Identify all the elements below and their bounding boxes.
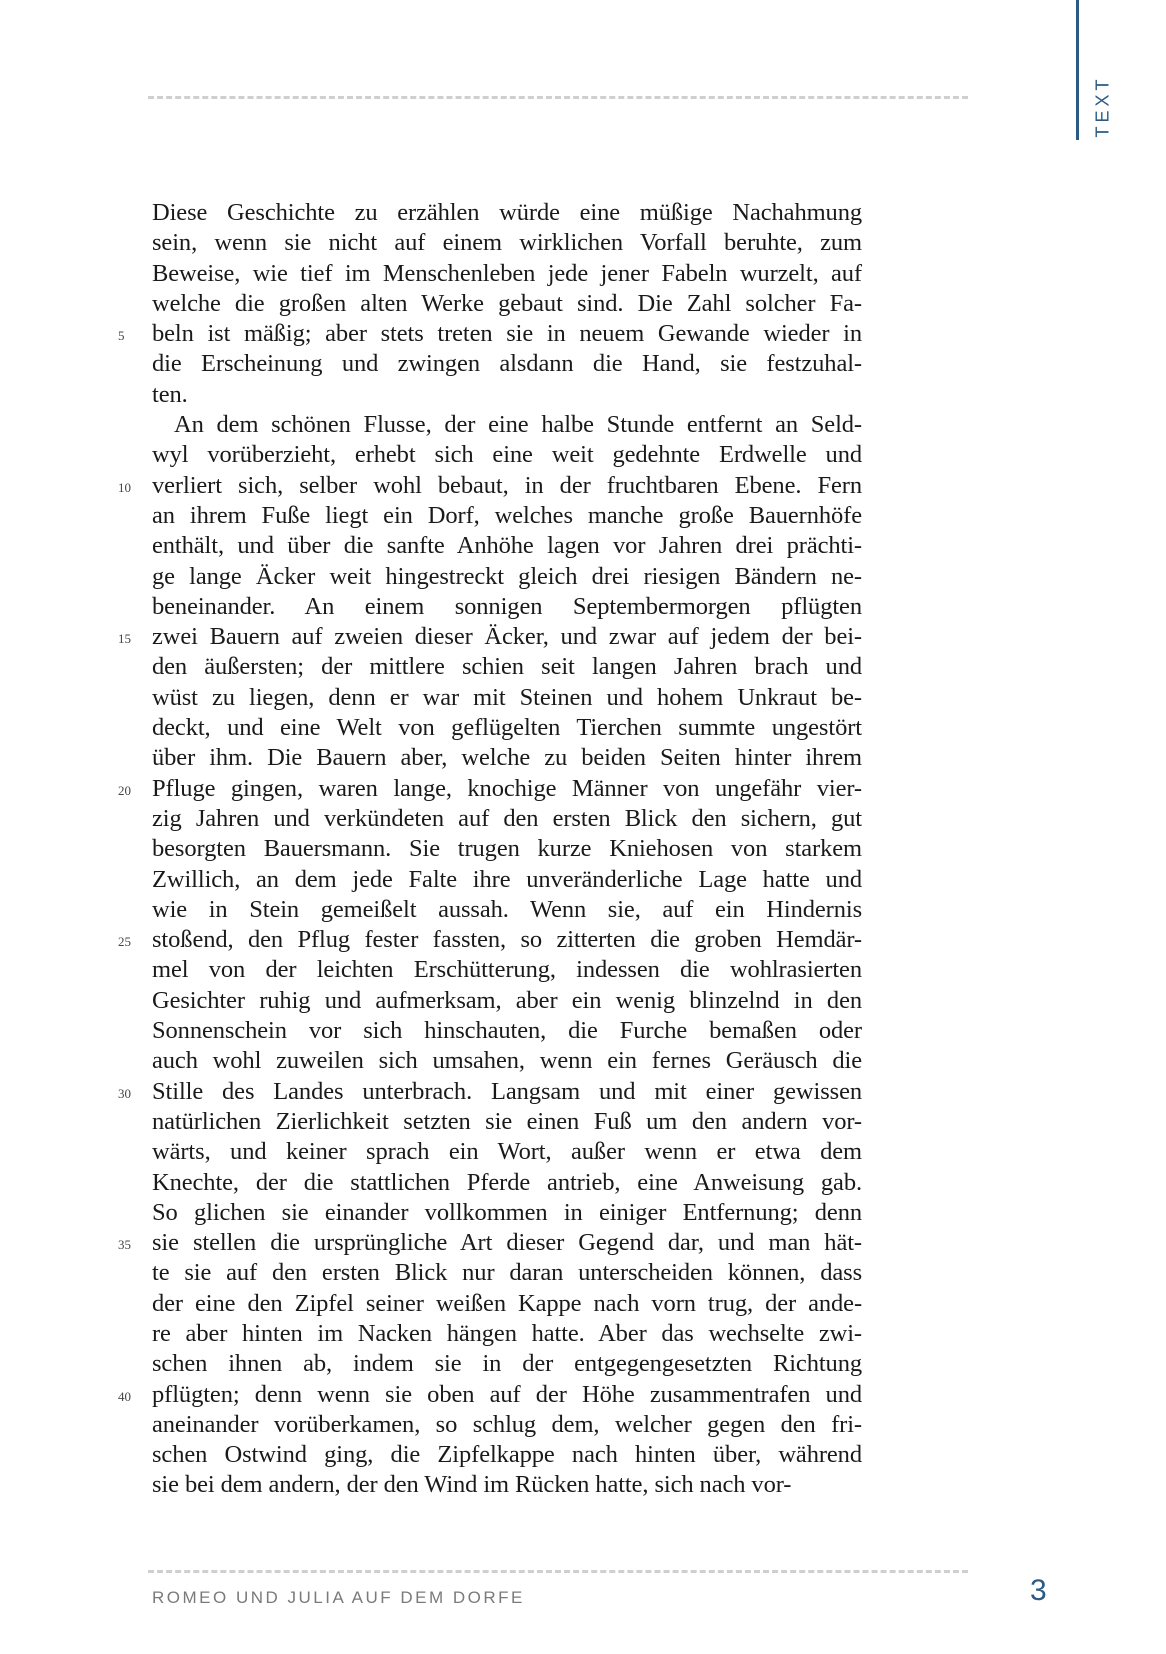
text-line: Zwillich, an dem jede Falte ihre unveränderliche Lage hatte und (152, 865, 862, 893)
text-line: wärts, und keiner sprach ein Wort, außer wenn er etwa dem (152, 1138, 862, 1166)
header-divider (148, 96, 968, 99)
text-line: Pfluge gingen, waren lange, knochige Männer von ungefähr vier- (152, 774, 862, 802)
text-line: ten. (152, 380, 188, 408)
line-number: 40 (118, 1388, 131, 1404)
text-line: Stille des Landes unterbrach. Langsam und mit einer gewissen (152, 1077, 862, 1105)
text-line: So glichen sie einander vollkommen in einiger Entfernung; denn (152, 1198, 862, 1226)
line-number: 10 (118, 479, 131, 495)
text-line: verliert sich, selber wohl bebaut, in der fruchtbaren Ebene. Fern (152, 471, 862, 499)
line-number: 5 (118, 328, 125, 344)
text-line: auch wohl zuweilen sich umsahen, wenn ein fernes Geräusch die (152, 1047, 862, 1075)
text-line: Gesichter ruhig und aufmerksam, aber ein wenig blinzelnd in den (152, 986, 862, 1014)
text-line: re aber hinten im Nacken hängen hatte. Aber das wechselte zwi- (152, 1319, 862, 1347)
text-line: sie bei dem andern, der den Wind im Rücken hatte, sich nach vor- (152, 1471, 792, 1499)
text-line: stoßend, den Pflug fester fassten, so zitterten die groben Hemdär- (152, 926, 862, 954)
text-line: an ihrem Fuße liegt ein Dorf, welches manche große Bauernhöfe (152, 501, 862, 529)
section-tab-label: TEXT (1092, 74, 1113, 138)
text-line: natürlichen Zierlichkeit setzten sie einen Fuß um den andern vor- (152, 1107, 862, 1135)
book-title: ROMEO UND JULIA AUF DEM DORFE (152, 1588, 525, 1607)
text-line: Knechte, der die stattlichen Pferde antrieb, eine Anweisung gab. (152, 1168, 862, 1196)
text-line: die Erscheinung und zwingen alsdann die Hand, sie festzuhal- (152, 350, 862, 378)
text-line: Diese Geschichte zu erzählen würde eine müßige Nachahmung (152, 199, 862, 226)
line-number: 30 (118, 1085, 131, 1101)
text-line: zwei Bauern auf zweien dieser Äcker, und zwar auf jedem der bei- (152, 623, 862, 651)
text-line: beneinander. An einem sonnigen Septembermorgen pflügten (152, 592, 862, 620)
text-line: sein, wenn sie nicht auf einem wirklichen Vorfall beruhte, zum (152, 229, 862, 257)
text-line: schen ihnen ab, indem sie in der entgegengesetzten Richtung (152, 1350, 862, 1378)
text-line: wie in Stein gemeißelt aussah. Wenn sie, auf ein Hindernis (152, 895, 862, 923)
section-tab (1088, 70, 1118, 142)
text-line: sie stellen die ursprüngliche Art dieser Gegend dar, und man hät- (152, 1229, 862, 1257)
text-line: der eine den Zipfel seiner weißen Kappe nach vorn trug, der ande- (152, 1289, 862, 1317)
text-line: über ihm. Die Bauern aber, welche zu beiden Seiten hinter ihrem (152, 744, 862, 772)
text-line: Beweise, wie tief im Menschenleben jede jener Fabeln wurzelt, auf (152, 259, 862, 287)
text-line: Sonnenschein vor sich hinschauten, die Furche bemaßen oder (152, 1017, 862, 1045)
text-line: An dem schönen Flusse, der eine halbe Stunde entfernt an Seld- (174, 411, 862, 439)
page-number: 3 (1030, 1574, 1047, 1607)
text-line: ge lange Äcker weit hingestreckt gleich drei riesigen Bändern ne- (152, 562, 862, 590)
body-text (152, 198, 862, 1501)
text-line: wyl vorüberzieht, erhebt sich eine weit gedehnte Erdwelle und (152, 441, 862, 469)
text-line: zig Jahren und verkündeten auf den ersten Blick den sichern, gut (152, 804, 862, 832)
text-line: mel von der leichten Erschütterung, indessen die wohlrasierten (152, 956, 862, 984)
footer-divider (148, 1570, 968, 1573)
text-line: besorgten Bauersmann. Sie trugen kurze Kniehosen von starkem (152, 835, 862, 863)
side-rule (1076, 0, 1079, 140)
text-line: welche die großen alten Werke gebaut sind. Die Zahl solcher Fa- (152, 289, 862, 317)
text-line: deckt, und eine Welt von geflügelten Tierchen summte ungestört (152, 714, 862, 742)
text-line: beln ist mäßig; aber stets treten sie in neuem Gewande wieder in (152, 320, 862, 348)
text-line: den äußersten; der mittlere schien seit langen Jahren brach und (152, 653, 862, 681)
text-line: wüst zu liegen, denn er war mit Steinen und hohem Unkraut be- (152, 683, 862, 711)
line-number: 20 (118, 782, 131, 798)
line-number: 35 (118, 1237, 131, 1253)
text-line: aneinander vorüberkamen, so schlug dem, welcher gegen den fri- (152, 1410, 862, 1438)
text-line: te sie auf den ersten Blick nur daran unterscheiden können, dass (152, 1259, 862, 1287)
line-number: 25 (118, 934, 131, 950)
text-line: pflügten; denn wenn sie oben auf der Höhe zusammentrafen und (152, 1380, 862, 1408)
line-number: 15 (118, 631, 131, 647)
text-line: schen Ostwind ging, die Zipfelkappe nach hinten über, während (152, 1441, 862, 1469)
text-line: enthält, und über die sanfte Anhöhe lagen vor Jahren drei prächti- (152, 532, 862, 560)
